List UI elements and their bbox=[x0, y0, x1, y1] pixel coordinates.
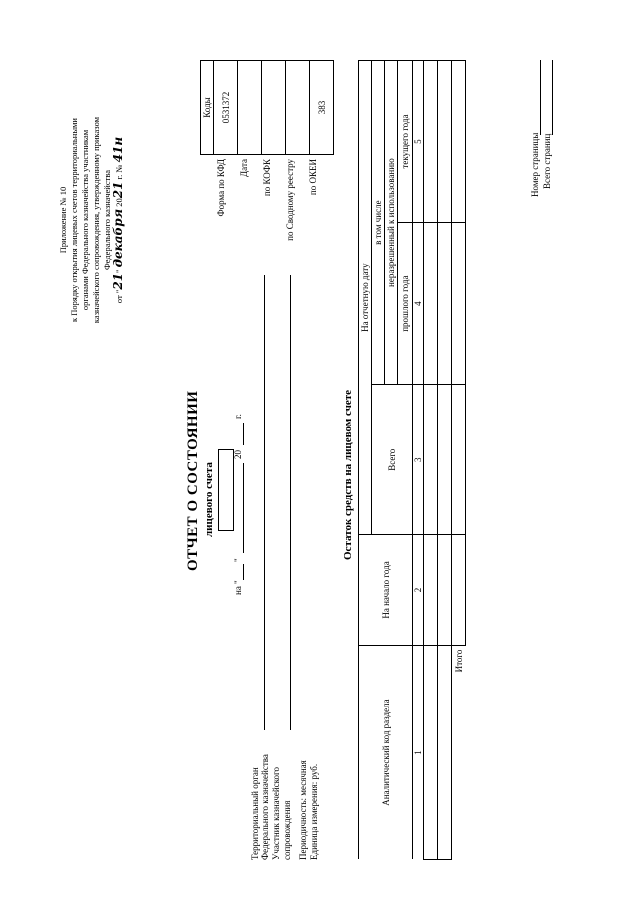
territorial-label-1: Территориальный орган bbox=[250, 767, 260, 860]
col-total-header: Всего bbox=[372, 385, 413, 535]
date-year-line bbox=[233, 423, 244, 445]
code-label-kfd: Форма по КФД bbox=[216, 159, 226, 217]
territorial-line bbox=[262, 275, 265, 730]
col-num-1: 1 bbox=[413, 645, 424, 859]
code-label-okei: по ОКЕИ bbox=[308, 159, 318, 196]
order-number-handwritten: 41н bbox=[111, 136, 125, 163]
col-reporting-date-header: На отчетную дату bbox=[359, 61, 372, 535]
main-table-title: Остаток средств на лицевом счете bbox=[342, 389, 354, 560]
report-title: ОТЧЕТ О СОСТОЯНИИ bbox=[185, 390, 201, 571]
itogo-label: Итого bbox=[453, 649, 464, 673]
code-label-kofk: по КОФК bbox=[262, 159, 272, 197]
date-day-line bbox=[233, 564, 244, 580]
participant-label-1: Участник казначейского bbox=[271, 766, 281, 860]
col-analytic-code-header: Аналитический код раздела bbox=[359, 645, 413, 859]
code-label-registry: по Сводному реестру bbox=[285, 159, 295, 241]
account-number-box bbox=[218, 449, 234, 531]
report-date-prefix: на " bbox=[233, 580, 243, 595]
col-num-3: 3 bbox=[413, 385, 424, 535]
itogo-row bbox=[452, 61, 466, 860]
table-row bbox=[424, 61, 438, 860]
page-number-label: Номер страницы bbox=[530, 132, 540, 197]
col-num-5: 5 bbox=[413, 61, 424, 223]
unit-label: Единица измерения: руб. bbox=[309, 763, 319, 860]
col-curr-year-header: текущего года bbox=[398, 61, 413, 223]
appendix-line-1: Приложение № 10 bbox=[58, 186, 68, 254]
appendix-line-3: органами Федерального казначейства участникам bbox=[80, 129, 90, 311]
appendix-block bbox=[58, 55, 125, 385]
col-num-4: 4 bbox=[413, 223, 424, 385]
territorial-label-2: Федерального казначейства bbox=[260, 754, 270, 860]
codes-header: Коды bbox=[201, 61, 214, 155]
report-date-suffix: г. bbox=[233, 414, 243, 419]
participant-label-2: сопровождения bbox=[282, 800, 292, 860]
date-month-line bbox=[233, 463, 244, 553]
appendix-line-4: казначейского сопровождения, утвержденному приказом bbox=[91, 116, 101, 324]
col-start-year-header: На начало года bbox=[359, 535, 413, 645]
report-date-year: 20 bbox=[233, 450, 243, 459]
code-value-kfd: 0531372 bbox=[214, 61, 238, 155]
code-value-date bbox=[238, 61, 262, 155]
total-pages-label: Всего страниц bbox=[542, 133, 552, 189]
report-date-mid: " bbox=[233, 558, 243, 562]
balance-table bbox=[358, 60, 466, 860]
periodicity-label: Периодичность: месячная bbox=[298, 760, 308, 860]
order-month-handwritten: декабря bbox=[111, 208, 125, 268]
code-value-okei: 383 bbox=[310, 61, 334, 155]
page-number-line bbox=[530, 60, 541, 135]
appendix-order-line: от "21" декабря 2021 г. № 41н bbox=[111, 136, 125, 304]
col-including-header: в том числе bbox=[372, 61, 385, 385]
table-row bbox=[438, 61, 452, 860]
code-value-registry bbox=[286, 61, 310, 155]
order-year-handwritten: 21 bbox=[111, 181, 125, 199]
report-subtitle: лицевого счета bbox=[203, 462, 215, 537]
col-prev-year-header: прошлого года bbox=[398, 223, 413, 385]
col-num-2: 2 bbox=[413, 535, 424, 645]
participant-line bbox=[288, 275, 291, 730]
code-value-kofk bbox=[262, 61, 286, 155]
codes-table bbox=[200, 60, 334, 155]
order-day-handwritten: 21 bbox=[111, 272, 125, 290]
appendix-line-5: Федерального казначейства bbox=[102, 170, 112, 271]
appendix-line-2: к Порядку открытия лицевых счетов территориальными bbox=[69, 118, 79, 322]
total-pages-line bbox=[542, 60, 553, 135]
code-label-date: Дата bbox=[239, 159, 249, 177]
col-unallowed-header: неразрешенный к использованию bbox=[385, 61, 398, 385]
